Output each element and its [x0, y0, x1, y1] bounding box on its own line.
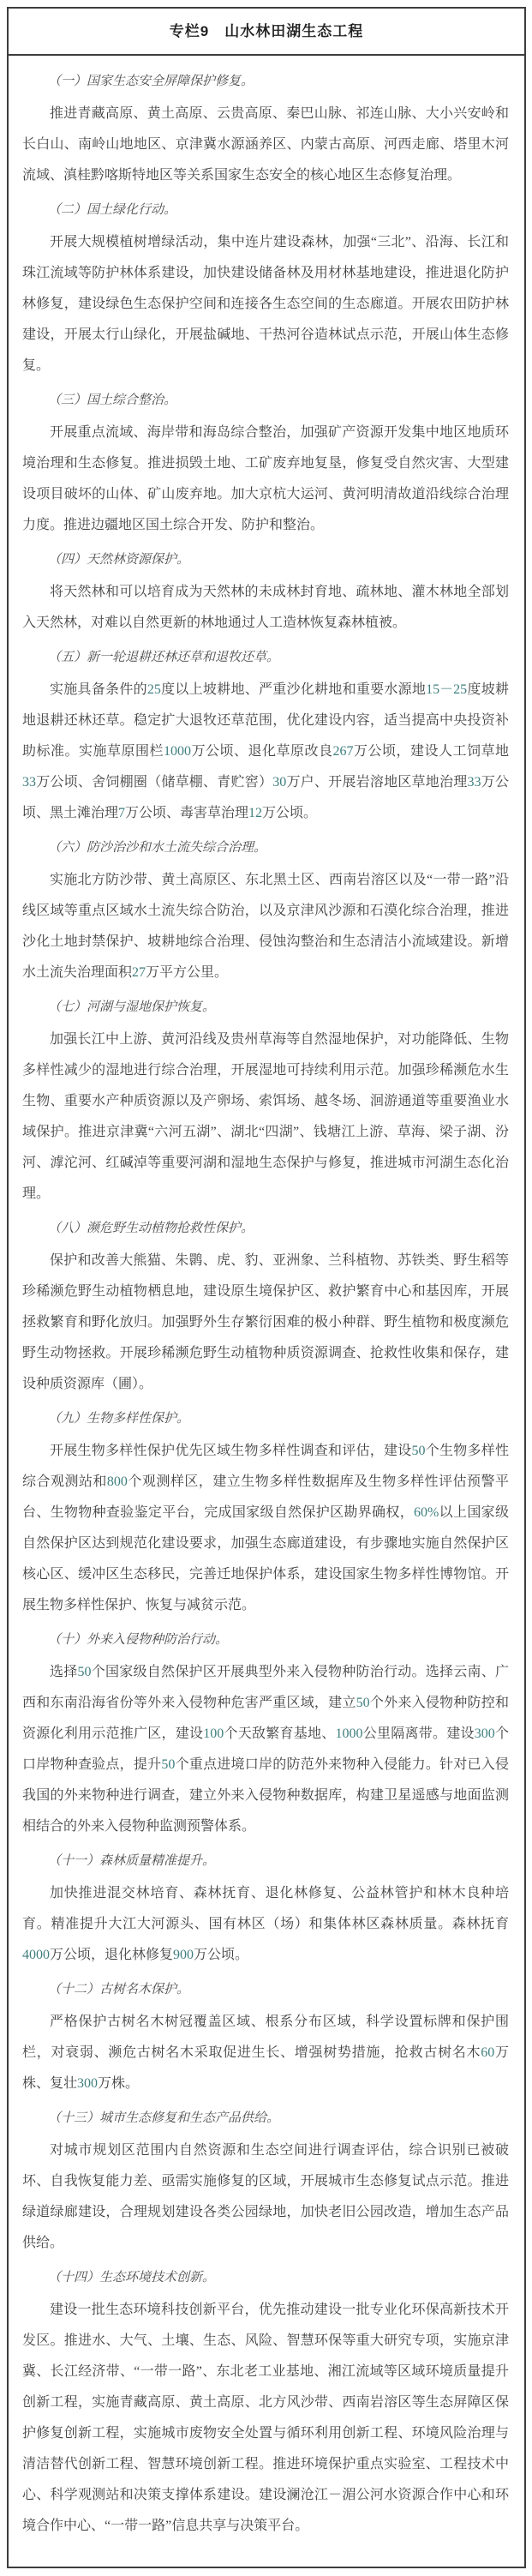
section-heading: （八）濒危野生动植物抢救性保护。 [48, 1220, 254, 1235]
section-paragraph: 建设一批生态环境科技创新平台，优先推动建设一批专业化环保高新技术开发区。推进水、大气、土壤、生态、风险、智慧环保等重大研究专项，实施京津冀、长江经济带、“一带一路”、东北老工业基地、湘江流域等区域环境质量提升创新工程，实施青藏高原、黄土高原、北方风沙带、西南岩溶区等生态屏障区保护修复创新工程，实施城市废物安全处置与循环利用创新工程、环境风险治理与清洁替代创新工程、智慧环境创新工程。推进环境保护重点实验室、工程技术中心、科学观测站和决策支撑体系建设。建设澜沧江－湄公河水资源合作中心和环境合作中心、“一带一路”信息共享与决策平台。 [22, 2303, 509, 2533]
numeric-value: 33 [22, 775, 36, 790]
numeric-value: 300 [474, 1726, 495, 1741]
section-heading: （十）外来入侵物种防治行动。 [48, 1631, 229, 1647]
numeric-value: 50 [161, 1757, 176, 1772]
column-title: 专栏9 山水林田湖生态工程 [9, 9, 524, 56]
numeric-value: 12 [248, 806, 263, 820]
section-paragraph: 开展重点流域、海岸带和海岛综合整治，加强矿产资源开发集中地区地质环境治理和生态修复。推进损毁土地、工矿废弃地复垦，修复受自然灾害、大型建设项目破坏的山体、矿山废弃地。加大京杭大运河、黄河明清故道沿线综合治理力度。推进边疆地区国土综合开发、防护和整治。 [22, 425, 509, 532]
section-heading: （四）天然林资源保护。 [48, 551, 190, 567]
numeric-value: 27 [132, 965, 146, 980]
section-paragraph: 开展生物多样性保护优先区域生物多样性调查和评估，建设50个生物多样性综合观测站和800个观测样区，建立生物多样性数据库及生物多样性评估预警平台、生物物种查验鉴定平台，完成国家级自然保护区勘界确权，60%以上国家级自然保护区达到规范化建设要求，加强生态廊道建设，有步骤地实施自然保护区核心区、缓冲区生态移民，完善迁地保护体系，建设国家生物多样性博物馆。开展生物多样性保护、恢复与减贫示范。 [22, 1444, 509, 1612]
section-paragraph: 将天然林和可以培育成为天然林的未成林封育地、疏林地、灌木林地全部划入天然林，对难以自然更新的林地通过人工造林恢复森林植被。 [22, 585, 509, 630]
numeric-value: 7 [118, 806, 126, 820]
section-heading: （六）防沙治沙和水土流失综合治理。 [48, 839, 267, 855]
column-body [9, 56, 524, 2567]
section-heading: （十一）森林质量精准提升。 [48, 1852, 216, 1868]
section-heading: （一）国家生态安全屏障保护修复。 [48, 73, 254, 88]
section-paragraph: 实施北方防沙带、黄土高原区、东北黑土区、西南岩溶区以及“一带一路”沿线区域等重点区域水土流失综合防治，以及京津风沙源和石漠化综合治理，推进沙化土地封禁保护、坡耕地综合治理、侵蚀沟整治和生态清洁小流域建设。新增水土流失治理面积27万平方公里。 [22, 873, 509, 980]
section-heading: （二）国土绿化行动。 [48, 201, 177, 217]
section-paragraph: 对城市规划区范围内自然资源和生态空间进行调查评估，综合识别已被破坏、自我恢复能力差、亟需实施修复的区域，开展城市生态修复试点示范。推进绿道绿廊建设，合理规划建设各类公园绿地，加快老旧公园改造，增加生态产品供给。 [22, 2143, 509, 2250]
section-paragraph: 加快推进混交林培育、森林抚育、退化林修复、公益林管护和林木良种培育。精准提升大江大河源头、国有林区（场）和集体林区森林质量。森林抚育4000万公顷，退化林修复900万公顷。 [22, 1886, 509, 1962]
numeric-value: 33 [467, 775, 481, 790]
numeric-value: 1000 [335, 1726, 363, 1741]
section-heading: （十二）古树名木保护。 [48, 1981, 190, 1997]
numeric-value: 800 [106, 1474, 128, 1489]
numeric-value: 60% [414, 1505, 439, 1520]
section-heading: （十四）生态环境技术创新。 [48, 2269, 216, 2285]
numeric-value: 50 [77, 1665, 92, 1679]
section-heading: （五）新一轮退耕还林还草和退牧还草。 [48, 649, 280, 664]
section-paragraph: 实施具备条件的25度以上坡耕地、严重沙化耕地和重要水源地15－25度坡耕地退耕还林还草。稳定扩大退牧还草范围，优化建设内容，适当提高中央投资补助标准。实施草原围栏1000万公顷、退化草原改良267万公顷，建设人工饲草地33万公顷、舍饲棚圈（储草棚、青贮窖）30万户、开展岩溶地区草地治理33万公顷、黑土滩治理7万公顷、毒害草治理12万公顷。 [22, 682, 509, 820]
numeric-value: 50 [356, 1696, 370, 1710]
numeric-value: 15－25 [426, 682, 468, 697]
numeric-value: 50 [411, 1444, 426, 1458]
section-paragraph: 选择50个国家级自然保护区开展典型外来入侵物种防治行动。选择云南、广西和东南沿海省份等外来入侵物种危害严重区域，建立50个外来入侵物种防控和资源化利用示范推广区，建设100个天敌繁育基地、1000公里隔离带。建设300个口岸物种查验点，提升50个重点进境口岸的防范外来物种入侵能力。针对已入侵我国的外来物种进行调查，建立外来入侵物种数据库，构建卫星遥感与地面监测相结合的外来入侵物种监测预警体系。 [22, 1665, 509, 1834]
numeric-value: 900 [173, 1948, 194, 1962]
numeric-value: 267 [332, 744, 354, 759]
numeric-value: 100 [203, 1726, 224, 1741]
numeric-value: 4000 [22, 1948, 50, 1962]
section-heading: （三）国土综合整治。 [48, 392, 177, 407]
section-heading: （七）河湖与湿地保护恢复。 [48, 999, 216, 1014]
section-heading: （十三）城市生态修复和生态产品供给。 [48, 2110, 280, 2125]
numeric-value: 1000 [164, 744, 191, 759]
numeric-value: 30 [272, 775, 287, 790]
section-paragraph: 加强长江中上游、黄河沿线及贵州草海等自然湿地保护，对功能降低、生物多样性减少的湿地进行综合治理，开展湿地可持续利用示范。加强珍稀濒危水生生物、重要水产种质资源以及产卵场、索饵场、越冬场、洄游通道等重要渔业水域保护。推进京津冀“六河五湖”、湖北“四湖”、钱塘江上游、草海、梁子湖、汾河、滹沱河、红碱淖等重要河湖和湿地生态保护与修复，推进城市河湖生态化治理。 [22, 1032, 509, 1201]
column-box [7, 7, 526, 2568]
numeric-value: 25 [146, 682, 161, 697]
numeric-value: 300 [77, 2076, 99, 2091]
numeric-value: 60 [481, 2045, 495, 2060]
section-paragraph: 保护和改善大熊猫、朱鹮、虎、豹、亚洲象、兰科植物、苏铁类、野生稻等珍稀濒危野生动植物栖息地，建设原生境保护区、救护繁育中心和基因库，开展拯救繁育和野化放归。加强野外生存繁衍困难的极小种群、野生植物和极度濒危野生动物拯救。开展珍稀濒危野生动植物种质资源调查、抢救性收集和保存，建设种质资源库（圃）。 [22, 1253, 509, 1391]
section-paragraph: 推进青藏高原、黄土高原、云贵高原、秦巴山脉、祁连山脉、大小兴安岭和长白山、南岭山地地区、京津冀水源涵养区、内蒙古高原、河西走廊、塔里木河流域、滇桂黔喀斯特地区等关系国家生态安全的核心地区生态修复治理。 [22, 106, 509, 183]
section-paragraph: 开展大规模植树增绿活动，集中连片建设森林，加强“三北”、沿海、长江和珠江流域等防护林体系建设，加快建设储备林及用材林基地建设，推进退化防护林修复，建设绿色生态保护空间和连接各生态空间的生态廊道。开展农田防护林建设，开展太行山绿化，开展盐碱地、干热河谷造林试点示范，开展山体生态修复。 [22, 235, 509, 373]
section-paragraph: 严格保护古树名木树冠覆盖区域、根系分布区域，科学设置标牌和保护围栏，对衰弱、濒危古树名木采取促进生长、增强树势措施，抢救古树名木60万株、复壮300万株。 [22, 2015, 509, 2091]
section-heading: （九）生物多样性保护。 [48, 1410, 190, 1426]
